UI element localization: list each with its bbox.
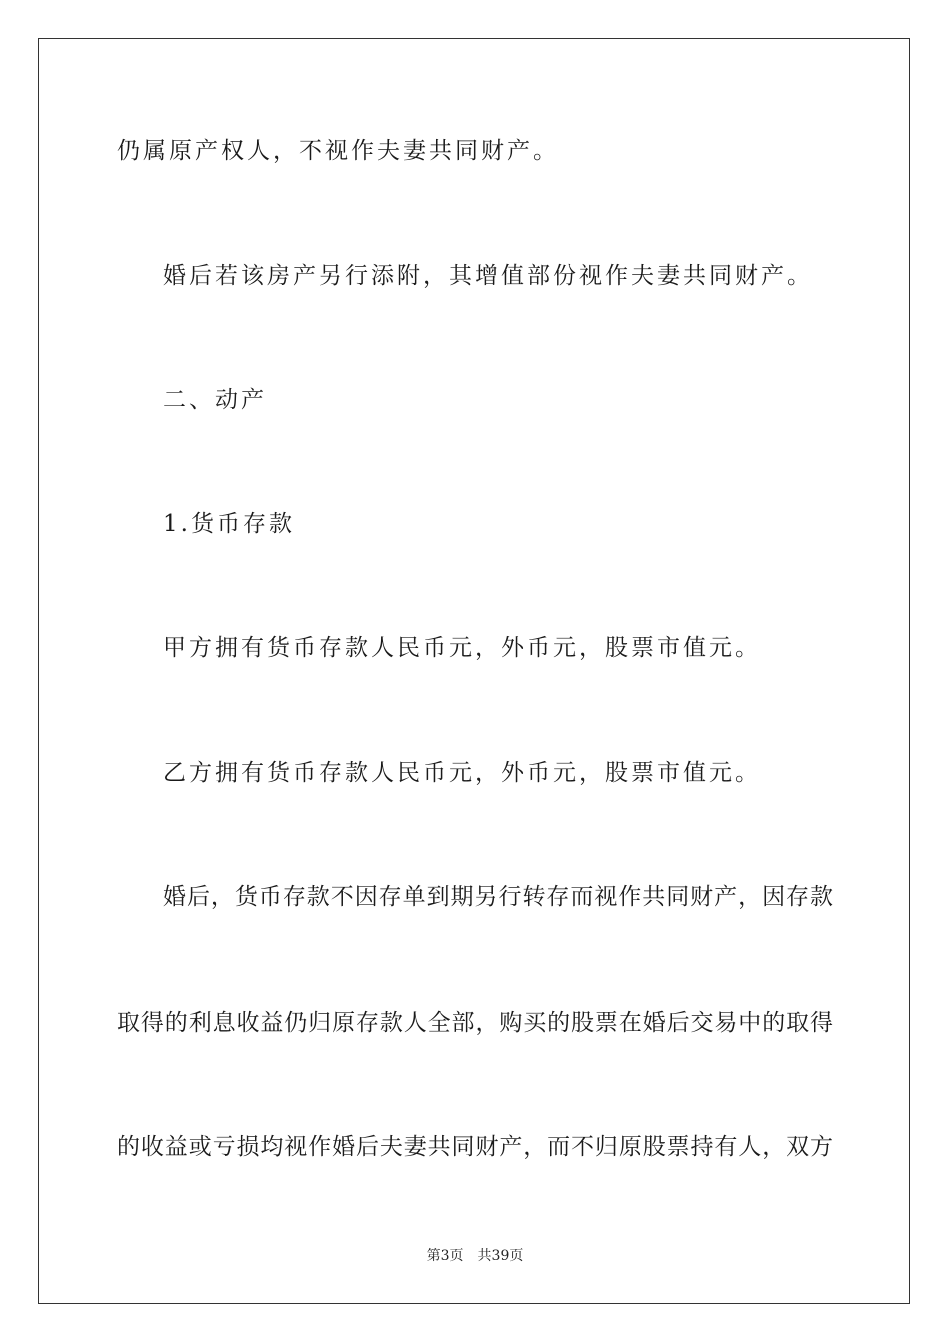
page-total: 共39页: [477, 1248, 524, 1264]
text-line: 乙方拥有货币存款人民币元，外币元，股票市值元。: [163, 760, 761, 786]
text-line: 的收益或亏损均视作婚后夫妻共同财产，而不归原股票持有人，双方: [117, 1134, 833, 1160]
page-footer: [0, 1247, 950, 1265]
text-line: 甲方拥有货币存款人民币元，外币元，股票市值元。: [163, 635, 761, 661]
section-heading: 二、动产: [163, 387, 267, 413]
page-border: [38, 38, 910, 1304]
text-line: 取得的利息收益仍归原存款人全部，购买的股票在婚后交易中的取得: [117, 1010, 833, 1036]
text-line: 婚后，货币存款不因存单到期另行转存而视作共同财产，因存款: [163, 884, 833, 910]
subsection-heading: 1.货币存款: [163, 511, 295, 537]
text-line: 仍属原产权人，不视作夫妻共同财产。: [117, 138, 559, 164]
page-number: 第3页: [426, 1248, 464, 1264]
text-line: 婚后若该房产另行添附，其增值部份视作夫妻共同财产。: [163, 263, 813, 289]
